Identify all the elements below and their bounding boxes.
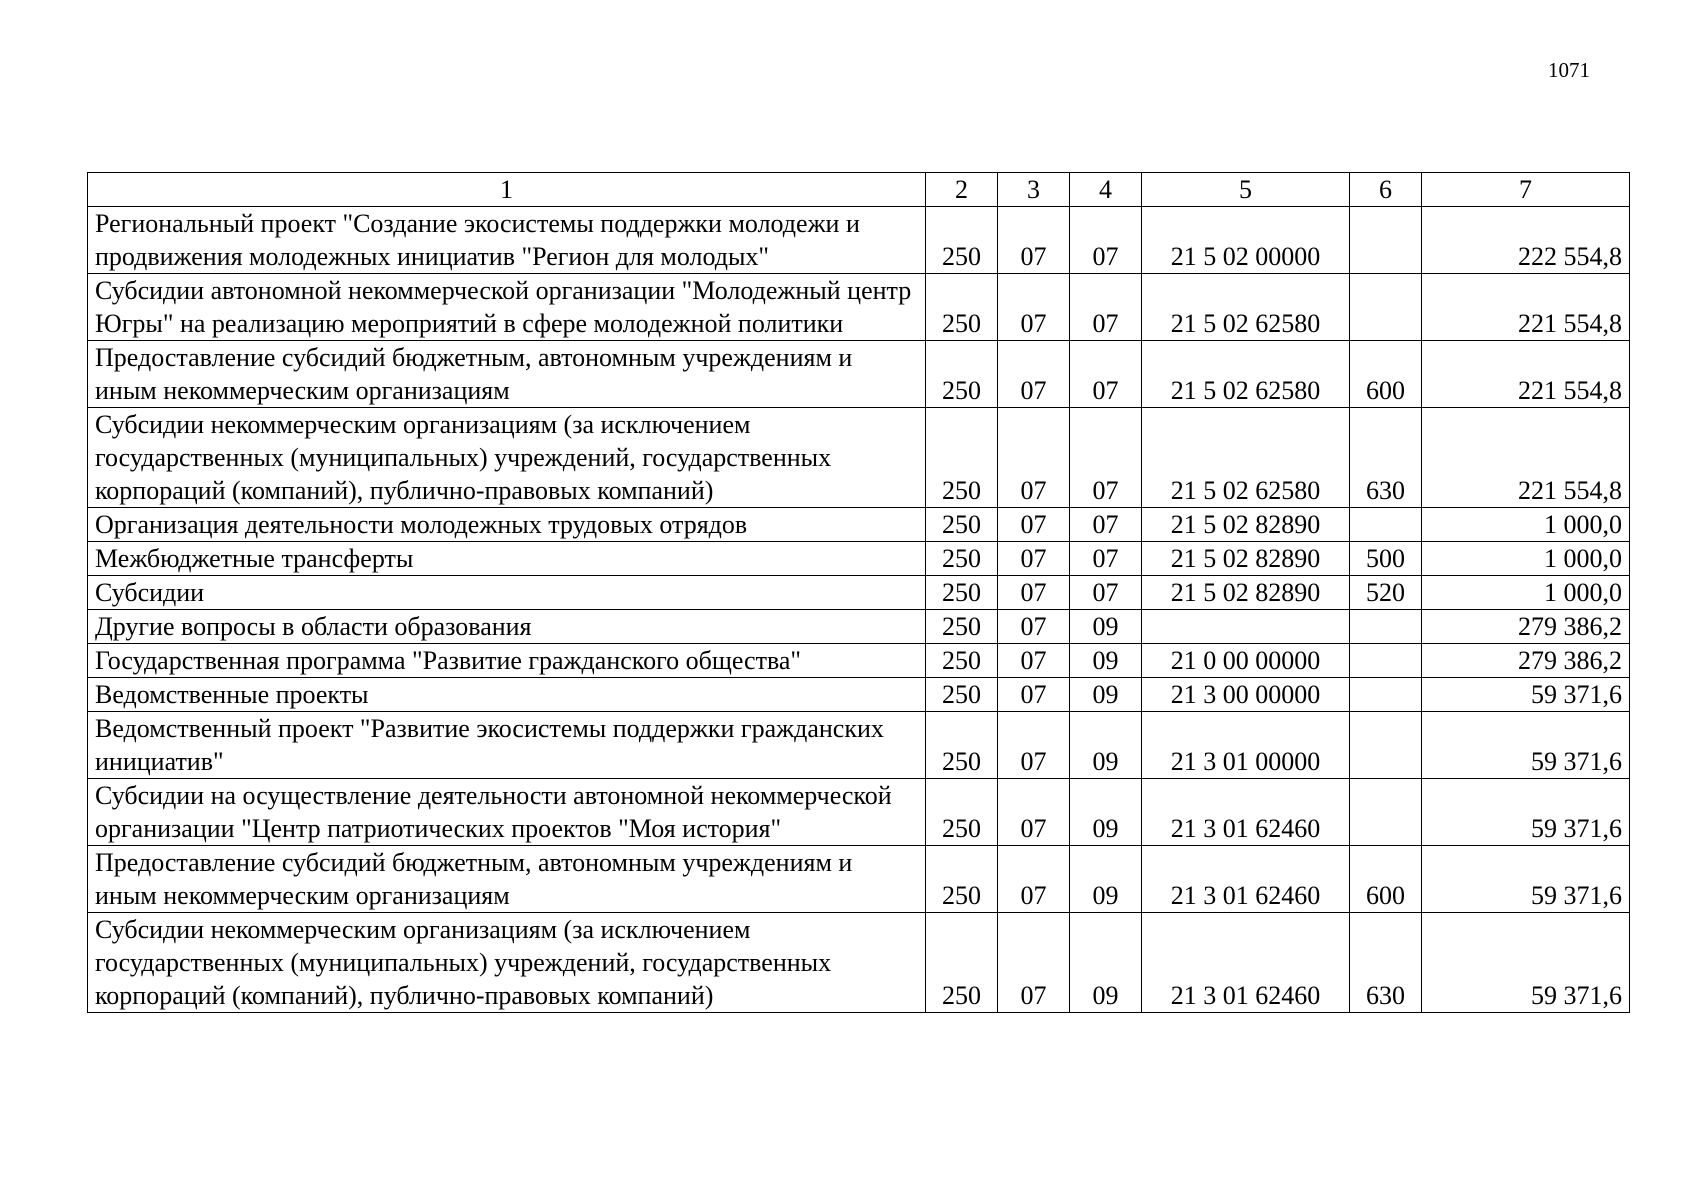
target-article-cell: 21 3 01 62460 [1142, 779, 1350, 846]
column-header: 7 [1422, 173, 1630, 207]
expense-type-cell: 520 [1350, 576, 1422, 610]
row-name-cell: Государственная программа "Развитие гражданского общества" [88, 644, 926, 678]
table-row [88, 274, 1630, 341]
column-header: 5 [1142, 173, 1350, 207]
target-article-cell: 21 3 01 00000 [1142, 712, 1350, 779]
table-row [88, 779, 1630, 846]
subsection-code-cell: 09 [1070, 610, 1142, 644]
amount-cell: 1 000,0 [1422, 508, 1630, 542]
amount-cell: 222 554,8 [1422, 207, 1630, 274]
expense-type-cell [1350, 610, 1422, 644]
expense-type-cell [1350, 207, 1422, 274]
target-article-cell: 21 3 00 00000 [1142, 678, 1350, 712]
row-name-cell: Субсидии [88, 576, 926, 610]
subsection-code-cell: 07 [1070, 408, 1142, 508]
expense-type-cell [1350, 779, 1422, 846]
subsection-code-cell: 09 [1070, 779, 1142, 846]
section-code-cell: 07 [998, 542, 1070, 576]
budget-table [87, 172, 1630, 1013]
section-code-cell: 07 [998, 576, 1070, 610]
amount-cell: 279 386,2 [1422, 644, 1630, 678]
table-row [88, 913, 1630, 1013]
subsection-code-cell: 07 [1070, 207, 1142, 274]
expense-type-cell [1350, 508, 1422, 542]
table-row [88, 678, 1630, 712]
table-row [88, 712, 1630, 779]
subsection-code-cell: 09 [1070, 678, 1142, 712]
table-row [88, 846, 1630, 913]
section-code-cell: 07 [998, 274, 1070, 341]
ministry-code-cell: 250 [926, 542, 998, 576]
target-article-cell [1142, 610, 1350, 644]
subsection-code-cell: 07 [1070, 576, 1142, 610]
amount-cell: 59 371,6 [1422, 913, 1630, 1013]
section-code-cell: 07 [998, 408, 1070, 508]
amount-cell: 221 554,8 [1422, 408, 1630, 508]
target-article-cell: 21 5 02 82890 [1142, 542, 1350, 576]
row-name-cell: Субсидии некоммерческим организациям (за исключением государственных (муниципальных) учреждений, государственных корпораций (компаний), публично-правовых компаний) [88, 408, 926, 508]
target-article-cell: 21 5 02 82890 [1142, 508, 1350, 542]
ministry-code-cell: 250 [926, 779, 998, 846]
table-row [88, 341, 1630, 408]
row-name-cell: Субсидии на осуществление деятельности автономной некоммерческой организации "Центр патриотических проектов "Моя история" [88, 779, 926, 846]
ministry-code-cell: 250 [926, 913, 998, 1013]
section-code-cell: 07 [998, 207, 1070, 274]
amount-cell: 279 386,2 [1422, 610, 1630, 644]
ministry-code-cell: 250 [926, 712, 998, 779]
ministry-code-cell: 250 [926, 678, 998, 712]
section-code-cell: 07 [998, 508, 1070, 542]
ministry-code-cell: 250 [926, 846, 998, 913]
table-row [88, 408, 1630, 508]
amount-cell: 59 371,6 [1422, 846, 1630, 913]
table-row [88, 576, 1630, 610]
section-code-cell: 07 [998, 341, 1070, 408]
expense-type-cell [1350, 712, 1422, 779]
expense-type-cell [1350, 644, 1422, 678]
column-header: 2 [926, 173, 998, 207]
ministry-code-cell: 250 [926, 207, 998, 274]
section-code-cell: 07 [998, 610, 1070, 644]
subsection-code-cell: 07 [1070, 274, 1142, 341]
section-code-cell: 07 [998, 846, 1070, 913]
target-article-cell: 21 5 02 62580 [1142, 341, 1350, 408]
row-name-cell: Организация деятельности молодежных трудовых отрядов [88, 508, 926, 542]
amount-cell: 1 000,0 [1422, 576, 1630, 610]
section-code-cell: 07 [998, 712, 1070, 779]
ministry-code-cell: 250 [926, 644, 998, 678]
amount-cell: 1 000,0 [1422, 542, 1630, 576]
subsection-code-cell: 09 [1070, 644, 1142, 678]
expense-type-cell: 630 [1350, 408, 1422, 508]
section-code-cell: 07 [998, 779, 1070, 846]
subsection-code-cell: 07 [1070, 508, 1142, 542]
table-row [88, 644, 1630, 678]
table-row [88, 207, 1630, 274]
subsection-code-cell: 09 [1070, 913, 1142, 1013]
row-name-cell: Региональный проект "Создание экосистемы поддержки молодежи и продвижения молодежных инициатив "Регион для молодых" [88, 207, 926, 274]
ministry-code-cell: 250 [926, 576, 998, 610]
expense-type-cell [1350, 274, 1422, 341]
expense-type-cell [1350, 678, 1422, 712]
subsection-code-cell: 07 [1070, 341, 1142, 408]
target-article-cell: 21 5 02 00000 [1142, 207, 1350, 274]
expense-type-cell: 630 [1350, 913, 1422, 1013]
row-name-cell: Ведомственные проекты [88, 678, 926, 712]
column-header: 1 [88, 173, 926, 207]
row-name-cell: Субсидии автономной некоммерческой организации "Молодежный центр Югры" на реализацию мероприятий в сфере молодежной политики [88, 274, 926, 341]
header-row [88, 173, 1630, 207]
subsection-code-cell: 09 [1070, 846, 1142, 913]
target-article-cell: 21 3 01 62460 [1142, 913, 1350, 1013]
column-header: 4 [1070, 173, 1142, 207]
target-article-cell: 21 3 01 62460 [1142, 846, 1350, 913]
row-name-cell: Ведомственный проект "Развитие экосистемы поддержки гражданских инициатив" [88, 712, 926, 779]
table-row [88, 610, 1630, 644]
column-header: 3 [998, 173, 1070, 207]
ministry-code-cell: 250 [926, 341, 998, 408]
subsection-code-cell: 07 [1070, 542, 1142, 576]
expense-type-cell: 600 [1350, 341, 1422, 408]
row-name-cell: Межбюджетные трансферты [88, 542, 926, 576]
row-name-cell: Субсидии некоммерческим организациям (за исключением государственных (муниципальных) учреждений, государственных корпораций (компаний), публично-правовых компаний) [88, 913, 926, 1013]
page-number: 1071 [1548, 58, 1590, 82]
ministry-code-cell: 250 [926, 508, 998, 542]
target-article-cell: 21 5 02 62580 [1142, 274, 1350, 341]
target-article-cell: 21 5 02 82890 [1142, 576, 1350, 610]
amount-cell: 221 554,8 [1422, 341, 1630, 408]
section-code-cell: 07 [998, 913, 1070, 1013]
row-name-cell: Предоставление субсидий бюджетным, автономным учреждениям и иным некоммерческим организациям [88, 846, 926, 913]
column-header: 6 [1350, 173, 1422, 207]
expense-type-cell: 500 [1350, 542, 1422, 576]
row-name-cell: Предоставление субсидий бюджетным, автономным учреждениям и иным некоммерческим организациям [88, 341, 926, 408]
table-row [88, 542, 1630, 576]
target-article-cell: 21 0 00 00000 [1142, 644, 1350, 678]
amount-cell: 221 554,8 [1422, 274, 1630, 341]
subsection-code-cell: 09 [1070, 712, 1142, 779]
ministry-code-cell: 250 [926, 408, 998, 508]
amount-cell: 59 371,6 [1422, 678, 1630, 712]
table-row [88, 508, 1630, 542]
amount-cell: 59 371,6 [1422, 779, 1630, 846]
amount-cell: 59 371,6 [1422, 712, 1630, 779]
ministry-code-cell: 250 [926, 274, 998, 341]
ministry-code-cell: 250 [926, 610, 998, 644]
expense-type-cell: 600 [1350, 846, 1422, 913]
table-body [88, 207, 1630, 1013]
row-name-cell: Другие вопросы в области образования [88, 610, 926, 644]
target-article-cell: 21 5 02 62580 [1142, 408, 1350, 508]
section-code-cell: 07 [998, 644, 1070, 678]
section-code-cell: 07 [998, 678, 1070, 712]
